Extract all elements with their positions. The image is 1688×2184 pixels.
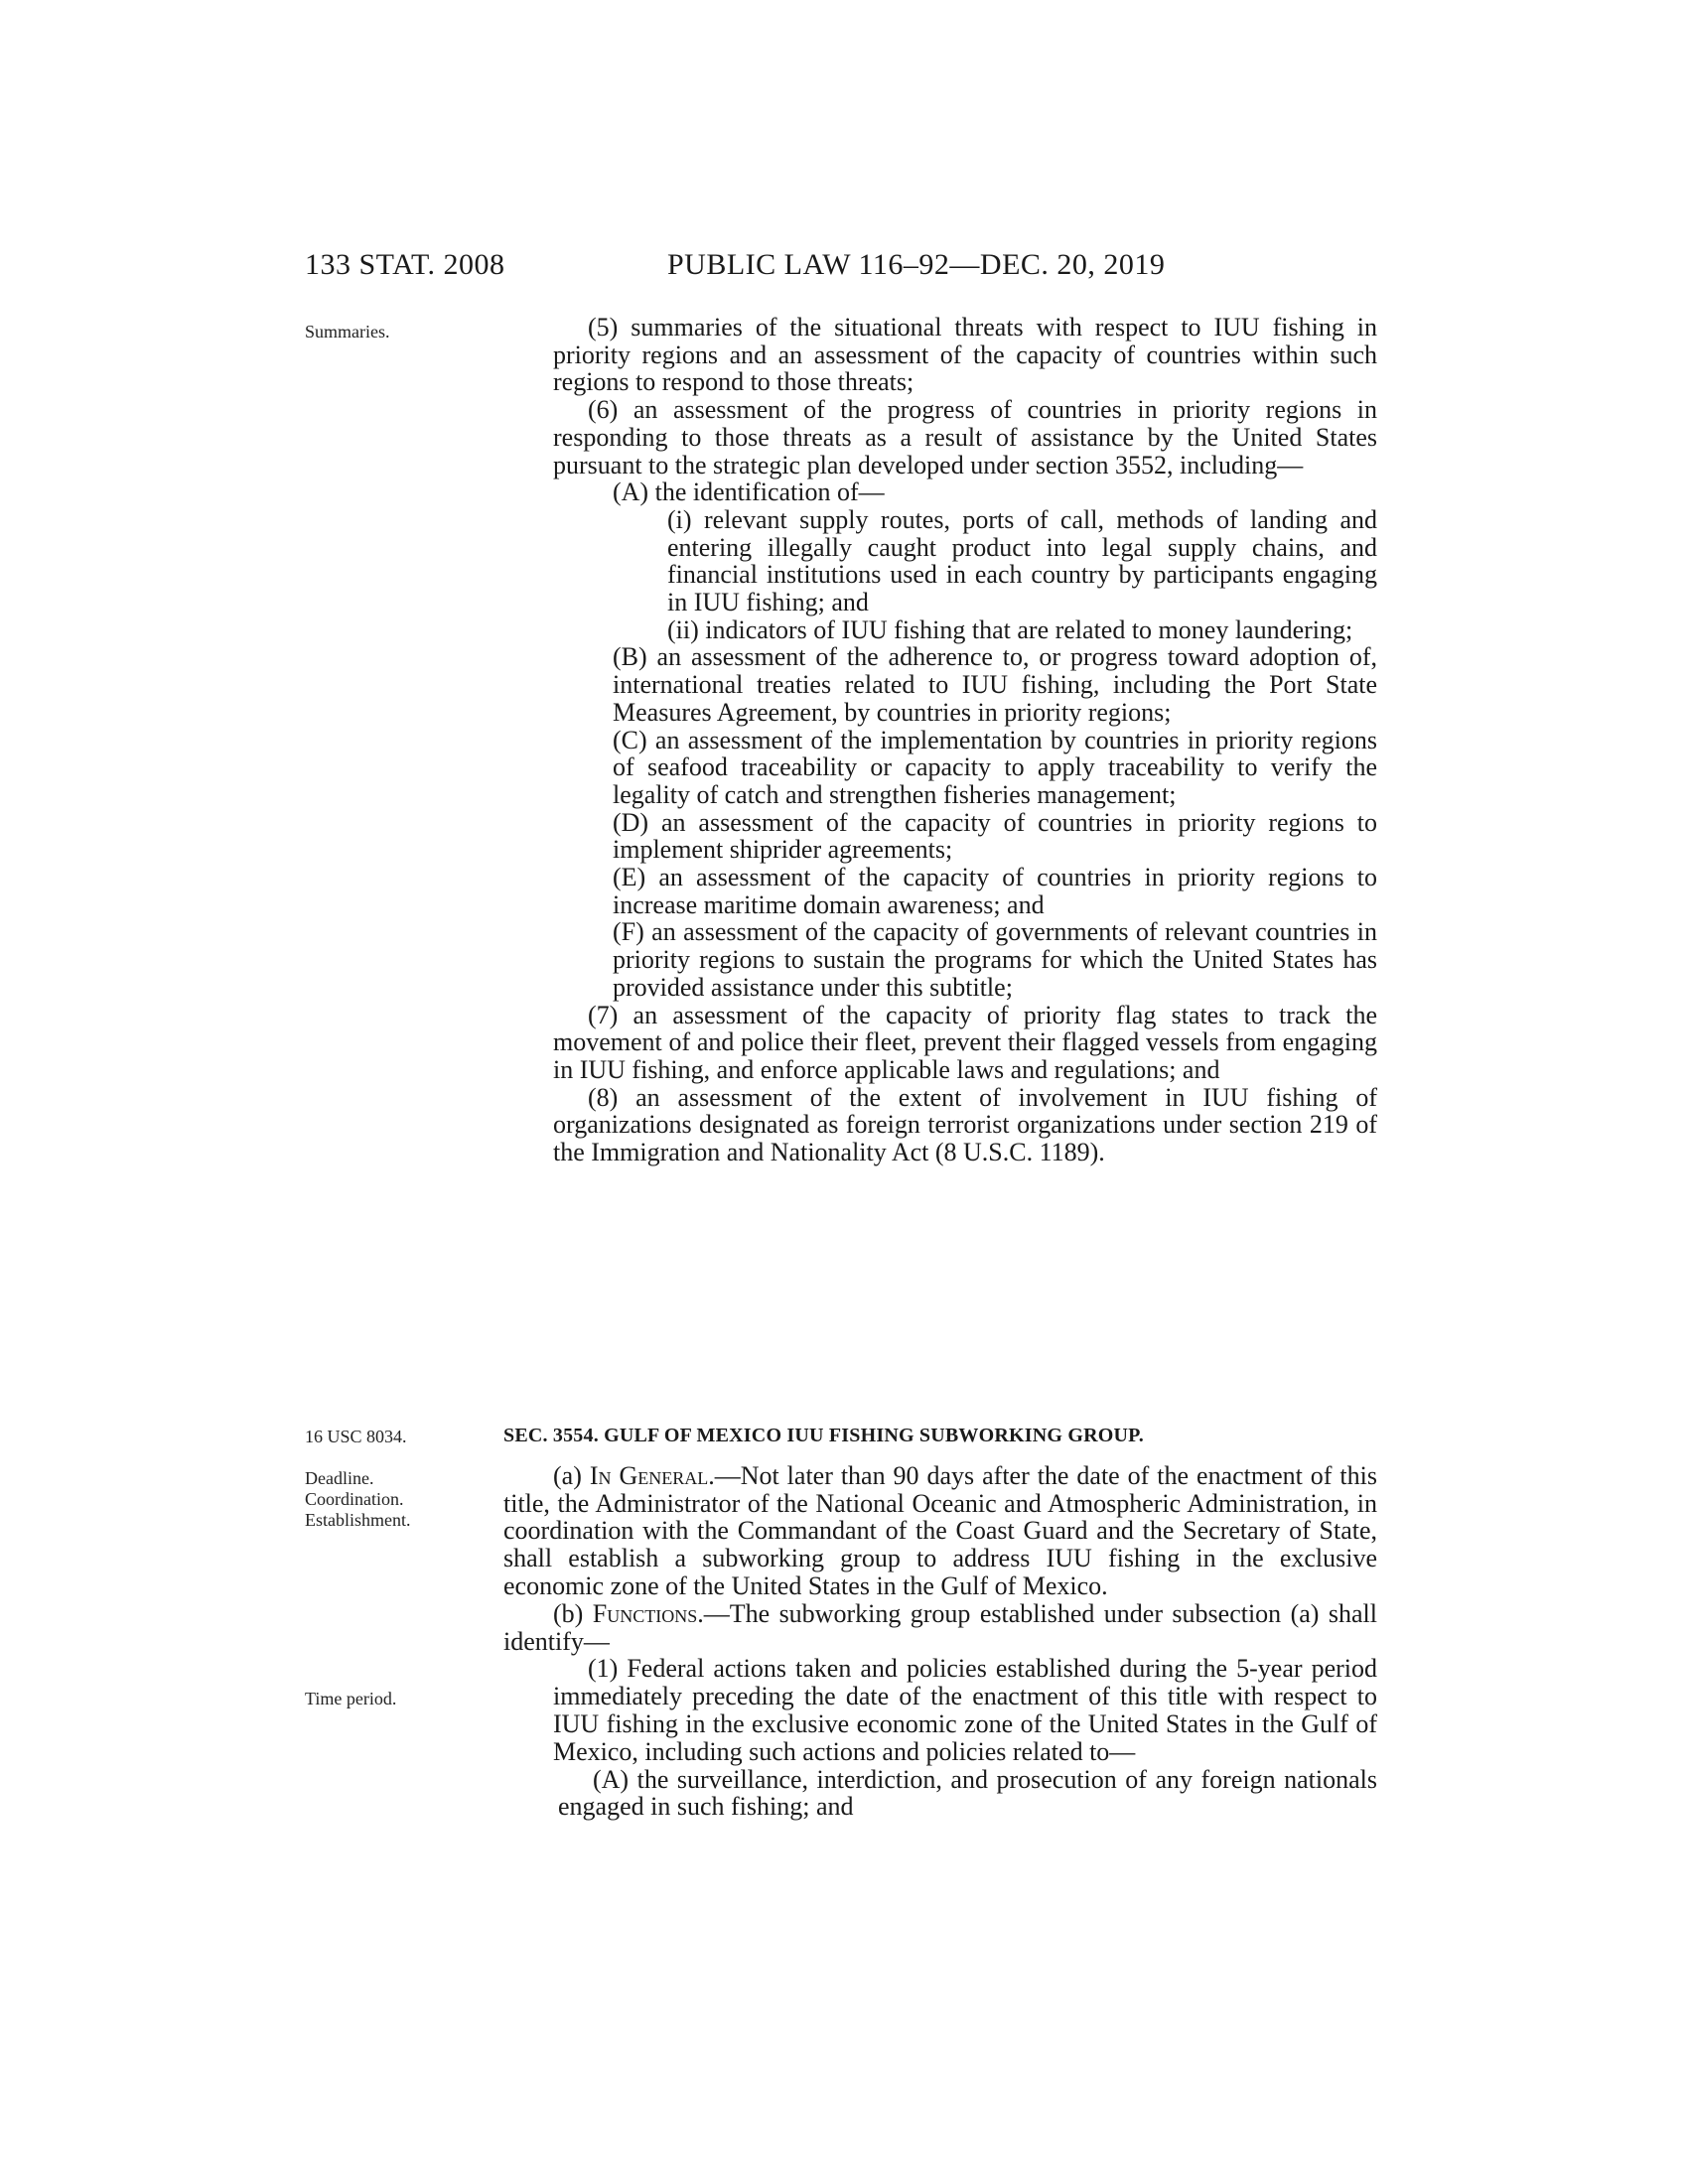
clause-a-ii: (ii) indicators of IUU fishing that are related to money laundering; xyxy=(667,614,1353,644)
subsection-b xyxy=(503,1600,1377,1656)
clause-a-i: (i) relevant supply routes, ports of call, methods of landing and entering illegally caught product into legal supply chains, and financial institutions used in each country by participants engaging in IUU fishing; and xyxy=(667,504,1377,617)
subparagraph-a: (A) the identification of— xyxy=(613,478,885,507)
subparagraph-b: (B) an assessment of the adherence to, or progress toward adoption of, international treaties related to IUU fishing, including the Port State Measures Agreement, by countries in priority regions; xyxy=(613,642,1377,727)
subsection-a-text: .—Not later than 90 days after the date of the enactment of this title, the Administrator of the National Oceanic and Atmospheric Administration, in coordination with the Commandant of the Coast Guard and the Secretary of State, shall establish a subworking group to address IUU fishing in the exclusive economic zone of the United States in the Gulf of Mexico. xyxy=(503,1460,1377,1600)
margin-note-time-period: Time period. xyxy=(305,1689,397,1708)
subparagraph-c: (C) an assessment of the implementation by countries in priority regions of seafood traceability or capacity to apply traceability to verify the legality of catch and strengthen fisheries management; xyxy=(613,725,1377,809)
subsection-a-title: In General xyxy=(589,1460,709,1490)
margin-note-summaries: Summaries. xyxy=(305,322,390,341)
subsection-b-paragraph-1: (1) Federal actions taken and policies established during the 5-year period immediately preceding the date of the enactment of this title with respect to IUU fishing in the exclusive economic zone of the United States in the Gulf of Mexico, including such actions and policies related to— xyxy=(553,1654,1377,1766)
paragraph-8: (8) an assessment of the extent of involvement in IUU fishing of organizations designated as foreign terrorist organizations under section 219 of the Immigration and Nationality Act (8 U.S.C. 1189). xyxy=(553,1082,1377,1167)
paragraph-5: (5) summaries of the situational threats with respect to IUU fishing in priority regions and an assessment of the capacity of countries within such regions to respond to those threats; xyxy=(553,313,1377,397)
page-header xyxy=(305,248,1377,294)
subparagraph-f: (F) an assessment of the capacity of governments of relevant countries in priority regions to sustain the programs for which the United States has provided assistance under this subtitle; xyxy=(613,917,1377,1002)
subsection-b-title: Functions xyxy=(592,1598,698,1628)
margin-note-usc: 16 USC 8034. xyxy=(305,1427,407,1446)
subparagraph-e: (E) an assessment of the capacity of countries in priority regions to increase maritime domain awareness; and xyxy=(613,863,1377,919)
subsection-a xyxy=(503,1462,1377,1600)
section-3554 xyxy=(503,1423,1377,1821)
margin-note-coordination: Coordination. xyxy=(305,1489,404,1509)
stat-page-number: 133 STAT. 2008 xyxy=(305,248,505,281)
section-heading: SEC. 3554. GULF OF MEXICO IUU FISHING SUBWORKING GROUP. xyxy=(503,1425,1144,1446)
paragraph-6: (6) an assessment of the progress of countries in priority regions in responding to those threats as a result of assistance by the United States pursuant to the strategic plan developed under section 3552, including— xyxy=(553,395,1377,479)
paragraph-7: (7) an assessment of the capacity of priority flag states to track the movement of and police their fleet, prevent their flagged vessels from engaging in IUU fishing, and enforce applicable laws and regulations; and xyxy=(553,1000,1377,1084)
body-text xyxy=(553,314,1377,1166)
margin-note-deadline: Deadline. xyxy=(305,1468,374,1488)
subsection-a-label: (a) xyxy=(553,1460,590,1490)
running-title: PUBLIC LAW 116–92—DEC. 20, 2019 xyxy=(667,248,1166,281)
subsection-b-text: .—The subworking group established under subsection (a) shall identify— xyxy=(503,1598,1377,1656)
subsection-b-subparagraph-a: (A) the surveillance, interdiction, and prosecution of any foreign nationals engaged in such fishing; and xyxy=(558,1764,1377,1822)
subsection-b-label: (b) xyxy=(553,1598,593,1628)
subparagraph-d: (D) an assessment of the capacity of countries in priority regions to implement shiprider agreements; xyxy=(613,807,1377,865)
margin-note-establishment: Establishment. xyxy=(305,1510,411,1530)
